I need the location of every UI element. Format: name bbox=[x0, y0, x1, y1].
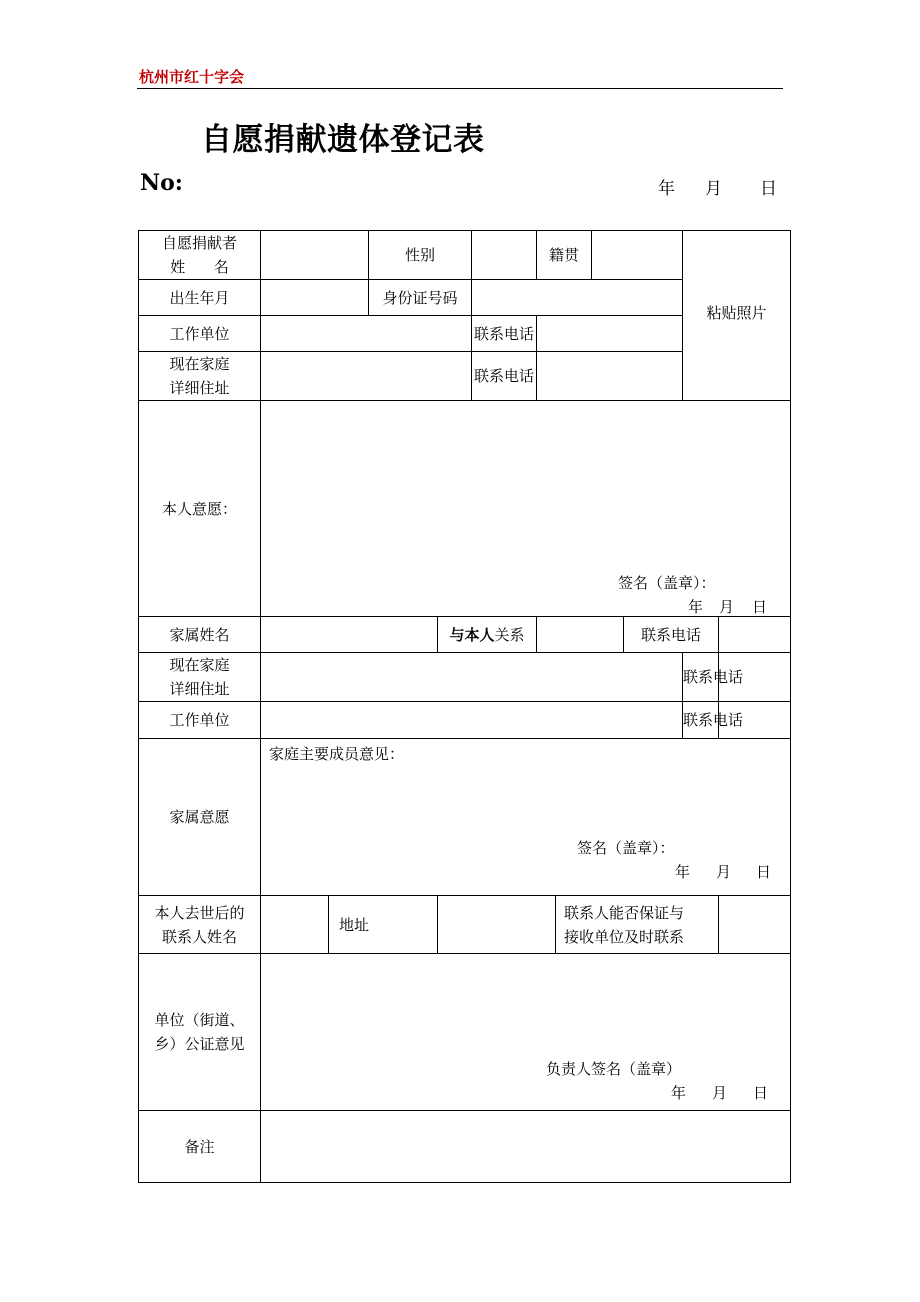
id-number-field[interactable] bbox=[472, 280, 683, 316]
birth-date-field[interactable] bbox=[261, 280, 369, 316]
family-work-label: 工作单位 bbox=[139, 702, 261, 739]
contact-person-label: 本人去世后的 联系人姓名 bbox=[139, 896, 261, 954]
remark-field[interactable] bbox=[261, 1111, 791, 1183]
header-rule bbox=[137, 88, 783, 89]
header-org: 杭州市红十字会 bbox=[139, 68, 245, 86]
notary-opinion-label: 单位（街道、 乡）公证意见 bbox=[139, 954, 261, 1111]
wish-date-year: 年 bbox=[688, 598, 704, 616]
phone-label-2: 联系电话 bbox=[472, 352, 537, 401]
page-title: 自愿捐献遗体登记表 bbox=[201, 122, 485, 158]
notary-opinion-field[interactable] bbox=[261, 954, 791, 1111]
family-wish-label: 家属意愿 bbox=[139, 739, 261, 896]
id-number-label: 身份证号码 bbox=[369, 280, 472, 316]
remark-label: 备注 bbox=[139, 1111, 261, 1183]
birth-date-label: 出生年月 bbox=[139, 280, 261, 316]
form-number-label: No: bbox=[140, 170, 183, 196]
work-unit-field[interactable] bbox=[261, 316, 472, 352]
family-signature-label: 签名（盖章）： bbox=[577, 839, 675, 857]
native-place-label: 籍贯 bbox=[537, 231, 592, 280]
relationship-field[interactable] bbox=[537, 617, 624, 653]
registration-table bbox=[138, 230, 791, 1183]
date-month: 月 bbox=[705, 179, 722, 199]
contact-guarantee-field[interactable] bbox=[719, 896, 791, 954]
gender-label: 性别 bbox=[369, 231, 472, 280]
native-place-field[interactable] bbox=[592, 231, 683, 280]
personal-wish-field[interactable] bbox=[261, 401, 791, 617]
family-phone-field-1[interactable] bbox=[719, 617, 791, 653]
family-address-label: 现在家庭 详细住址 bbox=[139, 653, 261, 702]
contact-address-field[interactable] bbox=[438, 896, 556, 954]
family-phone-label-1: 联系电话 bbox=[624, 617, 719, 653]
notary-signature-label: 负责人签名（盖章） bbox=[546, 1060, 682, 1078]
family-name-label: 家属姓名 bbox=[139, 617, 261, 653]
home-address-field[interactable] bbox=[261, 352, 472, 401]
contact-address-label: 地址 bbox=[329, 896, 438, 954]
family-date-year: 年 bbox=[675, 863, 691, 881]
notary-date-day: 日 bbox=[753, 1084, 769, 1102]
family-date-month: 月 bbox=[716, 863, 732, 881]
home-address-label: 现在家庭 详细住址 bbox=[139, 352, 261, 401]
work-unit-label: 工作单位 bbox=[139, 316, 261, 352]
family-phone-label-3: 联系电话 bbox=[683, 702, 719, 739]
date-day: 日 bbox=[760, 179, 777, 199]
family-date-day: 日 bbox=[756, 863, 772, 881]
family-work-field[interactable] bbox=[261, 702, 683, 739]
donor-name-field[interactable] bbox=[261, 231, 369, 280]
phone-field-2[interactable] bbox=[537, 352, 683, 401]
relationship-label: 与本人关系 bbox=[438, 617, 537, 653]
notary-date-year: 年 bbox=[671, 1084, 687, 1102]
contact-guarantee-label: 联系人能否保证与 接收单位及时联系 bbox=[556, 896, 719, 954]
contact-person-field[interactable] bbox=[261, 896, 329, 954]
family-opinion-label: 家庭主要成员意见： bbox=[269, 745, 405, 763]
wish-date-month: 月 bbox=[719, 598, 735, 616]
phone-label-1: 联系电话 bbox=[472, 316, 537, 352]
family-wish-field[interactable] bbox=[261, 739, 791, 896]
date-year: 年 bbox=[658, 179, 675, 199]
gender-field[interactable] bbox=[472, 231, 537, 280]
wish-signature-label: 签名（盖章）： bbox=[618, 574, 716, 592]
donor-name-label: 自愿捐献者 姓 名 bbox=[139, 231, 261, 280]
photo-placeholder[interactable]: 粘贴照片 bbox=[683, 231, 791, 401]
family-phone-label-2: 联系电话 bbox=[683, 653, 719, 702]
phone-field-1[interactable] bbox=[537, 316, 683, 352]
wish-date-day: 日 bbox=[752, 598, 768, 616]
personal-wish-label: 本人意愿： bbox=[139, 401, 261, 617]
notary-date-month: 月 bbox=[712, 1084, 728, 1102]
family-address-field[interactable] bbox=[261, 653, 683, 702]
family-name-field[interactable] bbox=[261, 617, 438, 653]
